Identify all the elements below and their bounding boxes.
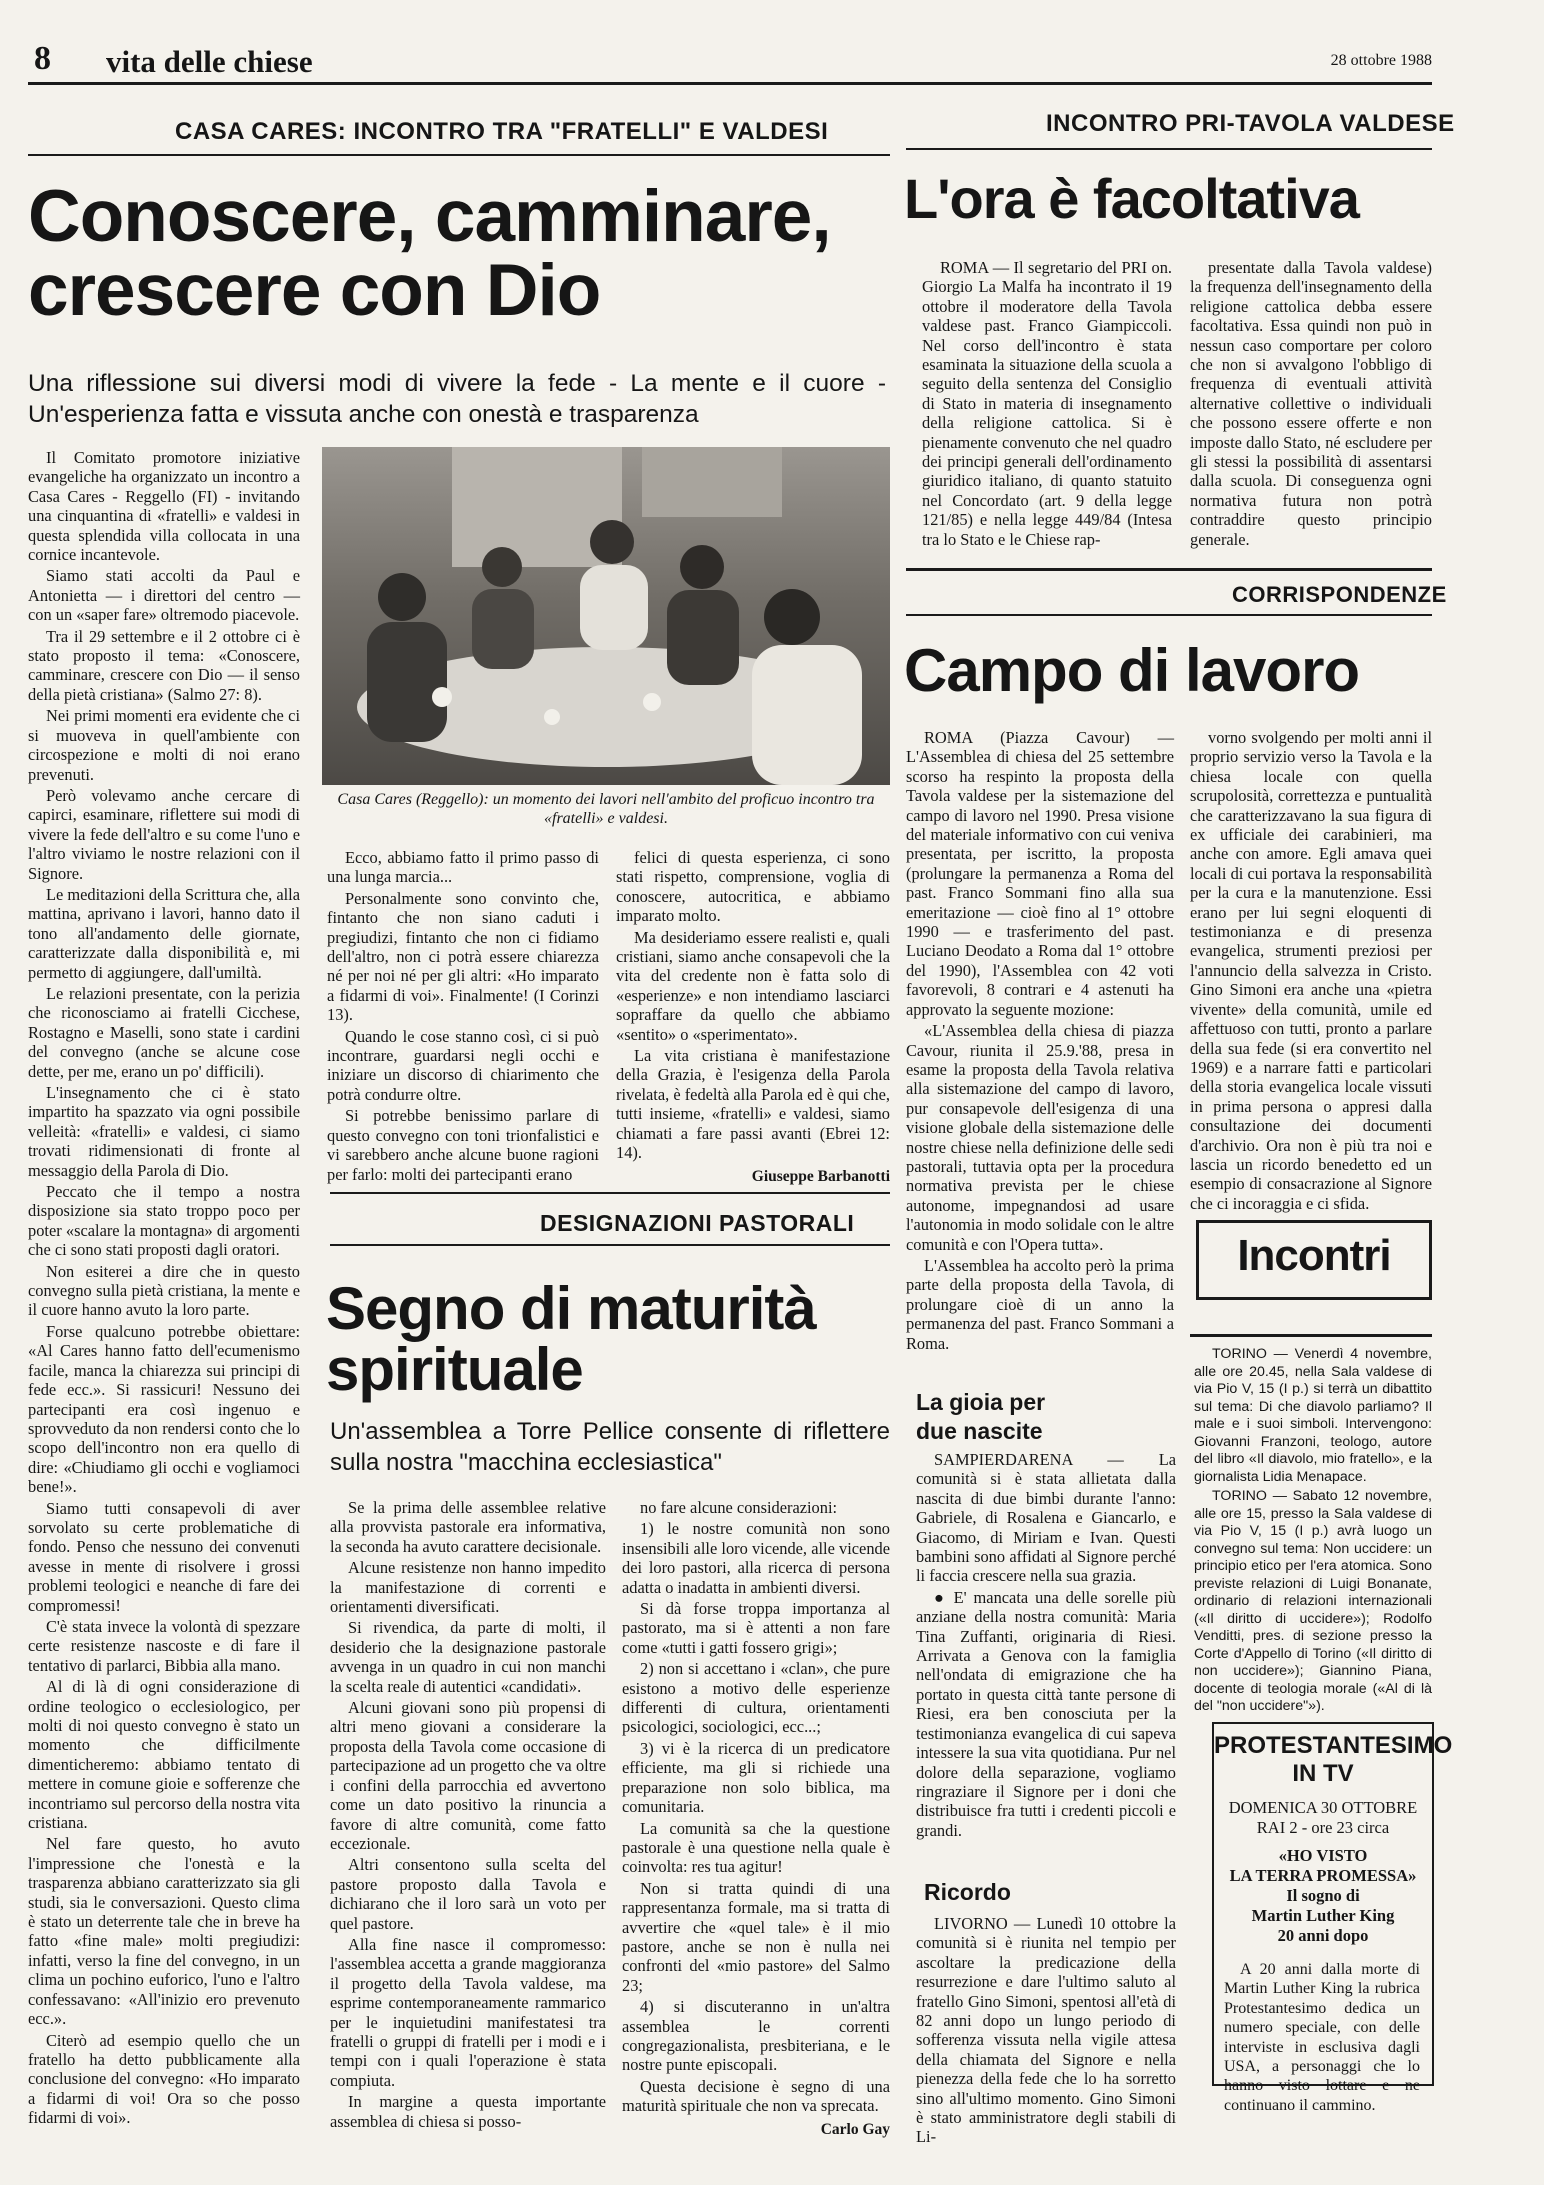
gioia-paragraphs xyxy=(916,1450,1176,1840)
pri-column-2 xyxy=(1190,258,1432,556)
cares-headline-line2: crescere con Dio xyxy=(28,250,601,332)
cares-column-3 xyxy=(616,848,890,1185)
paragraph: Ecco, abbiamo fatto il primo passo di una lunga marcia... xyxy=(327,848,599,887)
gioia-body xyxy=(916,1450,1176,1850)
corrispondenze-column-1 xyxy=(906,728,1174,1353)
paragraph: Nel fare questo, ho avuto l'impressione che l'onestà e la trasparenza abbiano caratterizzato sia gli studi, sia le conversazioni. Questo clima è stato un deterrente tale che in breve ha fatto «fine male» molti pregiudizi: infatti, verso la fine del convegno, in un clima un pochino euforico, l'uno e l'altro confessavano: «All'inizio ero prevenuto ecc.». xyxy=(28,1834,300,2029)
paragraph: Però volevamo anche cercare di capirci, esaminare, riflettere sui modi di vivere la fede dell'altro e su come l'uno e l'altro viviamo le nostre relazioni con il Signore. xyxy=(28,785,300,883)
tv-date: DOMENICA 30 OTTOBRE xyxy=(1228,1798,1418,1817)
paragraph: 4) si discuteranno in un'altra assemblea le correnti congregazionalista, presbiteriana, e le nostre punte episcopali. xyxy=(622,1997,890,2075)
tv-program-line1: «HO VISTO xyxy=(1278,1846,1368,1865)
section-title: vita delle chiese xyxy=(106,44,313,79)
designazioni-headline-line2: spirituale xyxy=(326,1336,583,1404)
paragraph: Citerò ad esempio quello che un fratello ha detto pubblicamente alla conclusione del convegno: «Ho imparato a fidarmi di voi! Ora so che posso fidarmi di voi». xyxy=(28,2030,300,2128)
protestantesimo-title xyxy=(1214,1732,1453,1788)
cares-col3-paragraphs xyxy=(616,848,890,1163)
designazioni-deck: Un'assemblea a Torre Pellice consente di riflettere sulla nostra "macchina ecclesiastica" xyxy=(330,1418,890,1476)
cares-headline-line1: Conoscere, camminare, xyxy=(28,176,831,257)
meeting-photo-image xyxy=(322,447,890,785)
paragraph: TORINO — Venerdì 4 novembre, alle ore 20.45, nella Sala valdese di via Pio V, 15 (I p.) si terrà un dibattito sul tema: Di che diavolo parliamo? Il male e i suoi simboli. Intervengono: Giovanni Franzoni, teologo, autore del libro «Il diavolo, mio fratello», e la giornalista Lidia Menapace. xyxy=(1194,1346,1432,1485)
pri-end-rule xyxy=(906,568,1432,571)
paragraph: TORINO — Sabato 12 novembre, alle ore 15, presso la Sala valdese di via Pio V, 15 (I p.) avrà luogo un convegno sul tema: Non uccidere: un principio etico per l'era atomica. Sono previste relazioni di Luigi Bonanate, ordinario di relazioni internazionali («Il diritto di uccidere»); Rodolfo Venditti, pres. di sezione presso la Corte d'Appello di Torino («Il diritto di non uccidere»); Giannino Piana, docente di teologia morale («Al di là del "non uccidere"»). xyxy=(1194,1488,1432,1714)
cares-col2-paragraphs xyxy=(327,848,599,1184)
cares-deck: Una riflessione sui diversi modi di vivere la fede - La mente e il cuore - Un'esperienza fatta e vissuta anche con onestà e trasparenza xyxy=(28,370,886,428)
designazioni-signature: Carlo Gay xyxy=(820,2120,890,2138)
paragraph: 1) le nostre comunità non sono insensibili alle loro vicende, alle vicende dei loro pastori, alla ricerca di persona adatta o inadatta in ambienti diversi. xyxy=(622,1519,890,1597)
paragraph: Personalmente sono convinto che, fintanto che non siano caduti i pregiudizi, fintanto che non ci fidiamo dell'altro, non ci potrà essere chiarezza né per noi né per gli altri: «Ho imparato a fidarmi di voi». Finalmente! (I Corinzi 13). xyxy=(327,888,599,1025)
paragraph: Nei primi momenti era evidente che ci si muoveva in quell'ambiente con circospezione e molti di noi erano prevenuti. xyxy=(28,706,300,784)
protestantesimo-schedule xyxy=(1214,1798,1432,1946)
paragraph: Si rivendica, da parte di molti, il desiderio che la designazione pastorale avvenga in un quadro in cui non manchi la scelta reale di autentici «candidati». xyxy=(330,1618,606,1696)
cares-column-1 xyxy=(28,448,300,2160)
cares-signature: Giuseppe Barbanotti xyxy=(751,1167,890,1185)
incontri-rule xyxy=(1190,1334,1432,1337)
designazioni-kicker-rule xyxy=(330,1244,890,1246)
paragraph: Ma desideriamo essere realisti e, quali cristiani, siamo anche consapevoli che la vita del credente non è fatta solo di «esperienze» e non intendiamo lasciarci sopraffare da quello che abbiamo «sentito» o «sperimentato». xyxy=(616,927,890,1044)
paragraph: Altri consentono sulla scelta del pastore proposto dalla Tavola e dichiarano che il loro sarà un voto per quel pastore. xyxy=(330,1855,606,1933)
masthead-rule xyxy=(28,82,1432,85)
tv-program-line3: Il sogno di xyxy=(1286,1886,1360,1905)
pri-kicker: INCONTRO PRI-TAVOLA VALDESE xyxy=(1046,110,1455,137)
paragraph: ROMA (Piazza Cavour) — L'Assemblea di chiesa del 25 settembre scorso ha respinto la proposta della Tavola valdese per la sistemazione del campo di lavoro nel 1990. Presa visione del materiale informativo con cui veniva presentata, per iscritto, la proposta (prolungare la permanenza a Roma del past. Franco Sommani fino alla sua emeritazione — cioè fino al 1° ottobre 1990 — e trasferimento del past. Luciano Deodato a Roma dal 1° ottobre del 1990), l'Assemblea con 42 voti favorevoli, 8 contrari e 4 astenuti ha approvato la seguente mozione: xyxy=(906,728,1174,1019)
paragraph: Non esiterei a dire che in questo convegno sulla pietà cristiana, la mente e il cuore hanno avuto la loro parte. xyxy=(28,1261,300,1320)
paragraph: Siamo tutti consapevoli di aver sorvolato su certe problematiche di fondo. Penso che nessuno dei convenuti avesse in mente di risolvere i grossi problemi teologici e neanche di fare dei compromessi! xyxy=(28,1498,300,1615)
paragraph: Non si tratta quindi di una rappresentanza formale, ma si tratta di avvertire che «quel tale» è il mio pastore, anche se non è nulla nei confronti del «mio pastore» del Salmo 23; xyxy=(622,1878,890,1995)
paragraph: Alcuni giovani sono più propensi di altri meno giovani a considerare la proposta della Tavola come occasione di partecipazione ad un progetto che va oltre i confini della parrocchia ed avvertono come un dato positivo la rinuncia a favore di altre comunità, come fatto eccezionale. xyxy=(330,1698,606,1853)
paragraph: «L'Assemblea della chiesa di piazza Cavour, riunita il 25.9.'88, presa in esame la proposta della Tavola relativa alla sistemazione del campo di lavoro, pur consapevole dell'esigenza di una visione globale della sistemazione delle nostre chiese nella definizione delle sedi pastorali, tuttavia opta per la procedura normativa prevista per le chiese autonome, impegnandosi ad usare l'autonomia in modo solidale con le altre comunità e con l'Opera tutta». xyxy=(906,1021,1174,1254)
paragraph: vorno svolgendo per molti anni il proprio servizio verso la Tavola e la chiesa locale con quella scrupolosità, correttezza e puntualità che caratterizzavano la sua figura di ex ufficiale dei carabinieri, ma anche con amore. Egli amava quei locali di cui portava la responsabilità per la cura e la manutenzione. Essi erano per lui segni eloquenti di testimonianza e di presenza evangelica, strumenti preziosi per l'annuncio della salvezza in Cristo. Gino Simoni era anche una «pietra vivente» della comunità, umile ed affettuoso con tutti, pronto a parlare della sua fede (si era convertito nel 1969) e a narrare fatti e particolari della storia evangelica locale vissuti in prima persona o appresi dalla consultazione dei documenti d'archivio. Ora non è più tra noi e lascia un ricordo benedetto ed un esempio di consacrazione al Signore che ci incoraggia e ci sfida. xyxy=(1190,728,1432,1213)
incontri-title: Incontri xyxy=(1237,1231,1391,1280)
incontri-body xyxy=(1194,1346,1432,1714)
cares-photo xyxy=(322,447,890,785)
designazioni-kicker: DESIGNAZIONI PASTORALI xyxy=(540,1210,855,1236)
paragraph: Tra il 29 settembre e il 2 ottobre ci è stato proposto il tema: «Conoscere, camminare, crescere con Dio — il senso della pietà cristiana» (Salmo 27: 8). xyxy=(28,626,300,704)
paragraph: In margine a questa importante assemblea di chiesa si posso- xyxy=(330,2092,606,2131)
cares-end-rule xyxy=(330,1192,890,1194)
issue-date: 28 ottobre 1988 xyxy=(1330,52,1432,69)
designazioni-headline-line1: Segno di maturità xyxy=(326,1275,816,1342)
corrispondenze-col2-paragraphs xyxy=(1190,728,1432,1213)
paragraph: Si potrebbe benissimo parlare di questo convegno con toni trionfalistici e vi sarebbero anche alcune buone ragioni per farlo: molti dei partecipanti erano xyxy=(327,1106,599,1184)
ricordo-paragraphs xyxy=(916,1914,1176,2147)
paragraph: Le relazioni presentate, con la perizia che riconosciamo ai fratelli Cicchese, Rostagno e Maselli, sono state i cardini del convegno (anche se alcune cose dette, per me, erano un po' difficili). xyxy=(28,983,300,1081)
corrispondenze-kicker: CORRISPONDENZE xyxy=(1232,582,1447,607)
corrispondenze-col1-paragraphs xyxy=(906,728,1174,1353)
cares-photo-caption: Casa Cares (Reggello): un momento dei lavori nell'ambito del proficuo incontro tra «fratelli» e valdesi. xyxy=(337,791,875,827)
corrispondenze-column-2 xyxy=(1190,728,1432,1213)
pri-headline: L'ora è facoltativa xyxy=(904,167,1359,230)
paragraph: Al di là di ogni considerazione di ordine teologico o ecclesiologico, per molti di noi questo convegno è stato un momento che difficilmente dimenticheremo: abbiamo tentato di mettere in comune gioie e sofferenze che incontriamo sul percorso della nostra vita cristiana. xyxy=(28,1677,300,1833)
incontri-items xyxy=(1194,1346,1432,1716)
designazioni-col2-paragraphs xyxy=(622,1498,890,2116)
paragraph: Le meditazioni della Scrittura che, alla mattina, aprivano i lavori, hanno dato il tono all'andamento delle giornate, caratterizzate dalla disponibilità e, mi permetto di aggiungere, dall'umiltà. xyxy=(28,884,300,982)
pri-col2-paragraphs xyxy=(1190,258,1432,549)
cares-kicker: CASA CARES: INCONTRO TRA "FRATELLI" E VALDESI xyxy=(175,118,829,145)
paragraph: C'è stata invece la volontà di spezzare certe resistenze nascoste e di fare il tentativo di parlarci, Bibbia alla mano. xyxy=(28,1616,300,1675)
paragraph: Peccato che il tempo a nostra disposizione sia stato troppo poco per poter «scalare la montagna» di argomenti che ci sono stati proposti dagli oratori. xyxy=(28,1182,300,1260)
gioia-title: La gioia per due nascite xyxy=(916,1389,1046,1444)
paragraph: La vita cristiana è manifestazione della Grazia, è l'esigenza della Parola rivelata, è fedeltà alla Parola ed è qui che, tutti insieme, «fratelli» e valdesi, siamo chiamati a fare passi avanti (Ebrei 12: 14). xyxy=(616,1046,890,1163)
paragraph: La comunità sa che la questione pastorale è una questione nella quale è coinvolta: res tua agitur! xyxy=(622,1818,890,1877)
corrispondenze-headline: Campo di lavoro xyxy=(904,637,1360,704)
designazioni-headline xyxy=(326,1275,816,1404)
paragraph: Quando le cose stanno così, ci si può incontrare, guardarsi negli occhi e iniziare un discorso di chiarimento che potrà condurre oltre. xyxy=(327,1026,599,1104)
protestantesimo-title-line2: IN TV xyxy=(1292,1760,1354,1787)
paragraph: Il Comitato promotore iniziative evangeliche ha organizzato un incontro a Casa Cares - Reggello (FI) - invitando una cinquantina di «fratelli» e valdesi in questa splendida villa collocata in una cornice incantevole. xyxy=(28,448,300,565)
paragraph: LIVORNO — Lunedì 10 ottobre la comunità si è riunita nel tempio per ascoltare la predicazione della resurrezione e dare l'ultimo saluto al fratello Gino Simoni, spentosi all'età di 82 anni dopo un lungo periodo di sofferenza vissuta nella vigile attesa della chiamata del Signore e nella pienezza della fede che lo ha sorretto sino all'ultimo momento. Gino Simoni è stato amministratore degli stabili di Li- xyxy=(916,1914,1176,2147)
paragraph: ● E' mancata una delle sorelle più anziane della nostra comunità: Maria Tina Zuffanti, originaria di Riesi. Arrivata a Genova con la famiglia nell'ondata di emigrazione che ha portato in questa città tante persone di Riesi, era ben conosciuta per la testimonianza evangelica di cui sapeva intessere la sua vita quotidiana. Pur nel dolore della separazione, vogliamo ringraziare il Signore per i doni che distribuisce fra tutti i credenti piccoli e grandi. xyxy=(916,1587,1176,1840)
cares-col1-paragraphs xyxy=(28,448,300,2128)
paragraph: presentate dalla Tavola valdese) la frequenza dell'insegnamento della religione cattolica debba essere facoltativa. Essa quindi non può in nessun caso comportare per coloro che non si avvalgono l'obbligo di frequenza di eventuali attività alternative collettive o individuali che possono essere offerte e non imposte dallo Stato, né escludere per gli stessi la possibilità di assentarsi dalla scuola. Di conseguenza ogni normativa futura non potrà contraddire questo principio generale. xyxy=(1190,258,1432,549)
paragraph: 2) non si accettano i «clan», che pure esistono a motivo delle esperienze differenti di cultura, orientamenti psicologici, sociologici, ecc...; xyxy=(622,1659,890,1737)
paragraph: Alcune resistenze non hanno impedito la manifestazione di correnti e orientamenti diversificati. xyxy=(330,1558,606,1617)
cares-headline xyxy=(28,176,831,332)
tv-time: RAI 2 - ore 23 circa xyxy=(1256,1818,1390,1837)
incontri-box xyxy=(1196,1220,1432,1300)
paragraph: Si dà forse troppa importanza al pastorato, ma si è attenti a non fare come «tutti i gatti fossero grigi»; xyxy=(622,1599,890,1657)
pri-column-1 xyxy=(922,258,1172,556)
pri-kicker-rule xyxy=(906,148,1432,150)
paragraph: felici di questa esperienza, ci sono stati rispetto, comprensione, voglia di conoscere, autocritica, e abbiamo imparato molto. xyxy=(616,848,890,926)
designazioni-column-2 xyxy=(622,1498,890,2162)
pri-col1-paragraphs xyxy=(922,258,1172,549)
designazioni-col1-paragraphs xyxy=(330,1498,606,2131)
tv-program-line2: LA TERRA PROMESSA» xyxy=(1229,1866,1417,1885)
ricordo-body xyxy=(916,1914,1176,2164)
protestantesimo-box xyxy=(1212,1722,1453,2114)
paragraph: Se la prima delle assemblee relative alla provvista pastorale era informativa, la seconda ha avuto carattere decisionale. xyxy=(330,1498,606,1556)
paragraph: L'Assemblea ha accolto però la prima parte della proposta della Tavola, di prolungare cioè di un anno la permanenza del past. Franco Sommani a Roma. xyxy=(906,1255,1174,1353)
paragraph: Questa decisione è segno di una maturità spirituale che non va sprecata. xyxy=(622,2076,890,2116)
paragraph: 3) vi è la ricerca di un predicatore efficiente, ma gli si richiede una preparazione non solo biblica, ma comunitaria. xyxy=(622,1738,890,1817)
tv-program-line5: 20 anni dopo xyxy=(1277,1926,1369,1945)
paragraph: no fare alcune considerazioni: xyxy=(640,1498,838,1517)
cares-column-2 xyxy=(327,848,599,1184)
paragraph: L'insegnamento che ci è stato impartito ha spazzato via ogni possibile velleità: «fratelli» e valdesi, ci siamo trovati ridimensionati di fronte al messaggio della Parola di Dio. xyxy=(28,1083,300,1180)
ricordo-title: Ricordo xyxy=(924,1879,1011,1905)
tv-program-line4: Martin Luther King xyxy=(1251,1906,1395,1925)
masthead xyxy=(28,38,1432,78)
page-number: 8 xyxy=(34,40,51,77)
cares-kicker-rule xyxy=(28,154,890,156)
protestantesimo-body: A 20 anni dalla morte di Martin Luther King la rubrica Protestantesimo dedica un numero speciale, con delle interviste in esclusiva dagli USA, a personaggi che lo hanno visto lottare e ne continuano il cammino. xyxy=(1224,1961,1420,2114)
paragraph: Forse qualcuno potrebbe obiettare: «Al Cares hanno fatto dell'ecumenismo facile, manca la chiarezza sui principi di fede ecc.». Si rassicuri! Nessuno dei partecipanti era così ingenuo e sprovveduto da non rendersi conto che lo scopo dell'incontro non era quello di dire: «Chiudiamo gli occhi e vogliamoci bene!». xyxy=(28,1321,300,1497)
designazioni-column-1 xyxy=(330,1498,606,2162)
protestantesimo-title-line1: PROTESTANTESIMO xyxy=(1214,1732,1453,1759)
corrispondenze-kicker-rule xyxy=(906,614,1432,616)
paragraph: SAMPIERDARENA — La comunità si è stata allietata dalla nascita di due bimbi durante l'anno: Gabriele, di Rosalena e Giancarlo, e Giacomo, di Miriam e Ivan. Questi bambini sono affidati al Signore perché li faccia crescere nella sua grazia. xyxy=(916,1450,1176,1586)
paragraph: Alla fine nasce il compromesso: l'assemblea accetta a grande maggioranza il progetto della Tavola valdese, ma esprime contemporaneamente rammarico per le inquietudini manifestatesi tra fratelli o gruppi di fratelli per i modi e i tempi con i quali l'operazione è stata compiuta. xyxy=(330,1934,606,2090)
paragraph: ROMA — Il segretario del PRI on. Giorgio La Malfa ha incontrato il 19 ottobre il moderatore della Tavola valdese past. Franco Giampiccoli. Nel corso dell'incontro è stata esaminata la situazione della scuola a seguito della sentenza del Consiglio di Stato in materia di insegnamento della religione cattolica. Si è pienamente convenuto che nel quadro dei principi generali dell'ordinamento giuridico italiano, di quanto statuito nel Concordato (art. 9 della legge 121/85) e nella legge 449/84 (Intesa tra lo Stato e le Chiese rap- xyxy=(922,258,1172,549)
paragraph: Siamo stati accolti da Paul e Antonietta — i direttori del centro — con un «saper fare» oltremodo piacevole. xyxy=(28,566,300,625)
